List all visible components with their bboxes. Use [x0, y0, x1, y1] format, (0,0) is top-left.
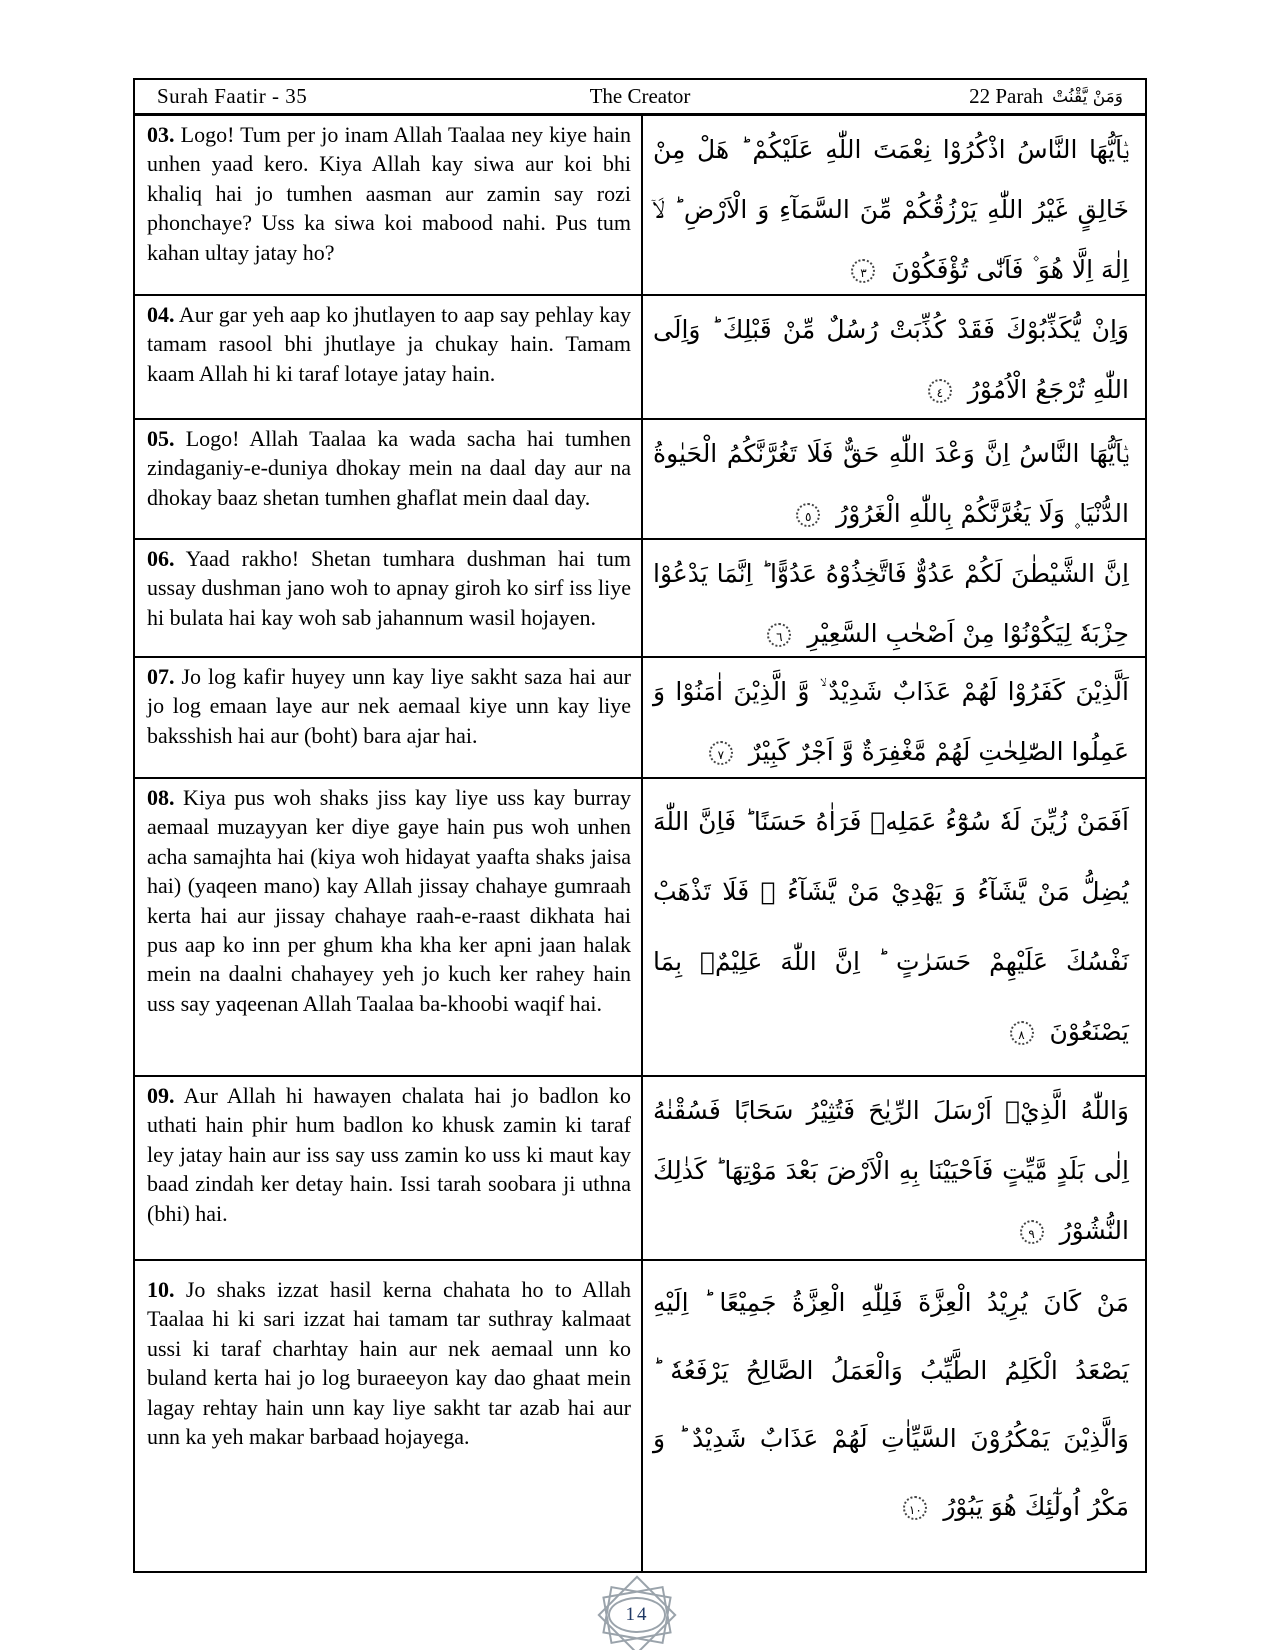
translation-text: Jo log kafir huyey unn kay liye sakht saza hai aur jo log emaan laye aur nek aemaal kiye unn kay liye baksshish hai aur (boht) bara ajar hai.: [147, 664, 632, 748]
verse-row: [135, 658, 1145, 779]
translation-text: Logo! Tum per jo inam Allah Taalaa ney kiye hain unhen yaad kero. Kiya Allah kay siwa aur koi bhi khaliq hai jo tumhen aasman aur zamin say rozi phonchaye? Uss ka siwa koi mabood nahi. Pus tum kahan ultay jatay ho?: [147, 122, 632, 265]
verse-row: [135, 540, 1145, 658]
translation-cell: [135, 296, 643, 418]
translation-text: Kiya pus woh shaks jiss kay liye uss kay burray aemaal muzayyan ker diye gaye hain pus woh unhen acha samajhta hai (kiya woh hidayat yaafta shaks jaisa hai) (yaqeen mano) kay Allah jissay chahaye gumraah kerta hai aur jissay chahaye raah-e-raast dikhata hai pus aap ko inn per ghum kha kha ker apni jaan halak mein na daalni chahayey yeh jo kuch ker rahey hain uss say yaqeenan Allah Taalaa ba-khoobi waqif hai.: [147, 785, 631, 1016]
arabic-verse-cell: [643, 296, 1145, 418]
verse-row: [135, 1077, 1145, 1261]
arabic-verse-text: اَفَمَنْ زُيِّنَ لَهٗ سُوْٓءُ عَمَلِهٖ فَرَاٰهُ حَسَنًا ؕ فَاِنَّ اللّٰهَ يُضِلُّ مَنْ يَّشَآءُ وَ يَهْدِيْ مَنْ يَّشَآءُ ۖ فَلَا تَذْهَبْ نَفْسُكَ عَلَيْهِمْ حَسَرٰتٍ ؕ اِنَّ اللّٰهَ عَلِيْمٌۢ بِمَا يَصْنَعُوْنَ: [653, 807, 1129, 1046]
verse-number: 04.: [147, 302, 175, 327]
ayah-end-marker: ٣: [851, 259, 875, 283]
arabic-verse-text: وَاِنْ يُّكَذِّبُوْكَ فَقَدْ كُذِّبَتْ رُسُلٌ مِّنْ قَبْلِكَ ؕ وَاِلَى اللّٰهِ تُرْجَعُ الْاُمُوْرُ: [653, 315, 1129, 404]
verse-number: 08.: [147, 785, 175, 810]
translation-text: Yaad rakho! Shetan tumhara dushman hai tum ussay dushman jano woh to apnay giroh ko sirf iss liye hi bulata hai kay woh sab jahannum wasil hojayen.: [147, 546, 631, 630]
arabic-verse-cell: [643, 420, 1145, 538]
ayah-end-marker: ٨: [1010, 1021, 1034, 1045]
page-number-emblem: [594, 1572, 680, 1650]
translation-text: Aur gar yeh aap ko jhutlayen to aap say pehlay kay tamam rasool bhi jhutlaye ja chukay hain. Tamam kaam Allah hi ki taraf lotaye jatay hain.: [147, 302, 631, 386]
ayah-end-marker: ٧: [709, 741, 733, 765]
translation-cell: [135, 658, 643, 777]
translation-text: Logo! Allah Taalaa ka wada sacha hai tumhen zindaganiy-e-duniya dhokay mein na daal day aur na dhokay baaz shetan tumhen ghaflat mein daal day.: [147, 426, 631, 510]
translation-cell: [135, 116, 643, 294]
arabic-verse-text: يٰۤاَيُّهَا النَّاسُ اذْكُرُوْا نِعْمَتَ اللّٰهِ عَلَيْكُمْ ؕ هَلْ مِنْ خَالِقٍ غَيْرُ اللّٰهِ يَرْزُقُكُمْ مِّنَ السَّمَآءِ وَ الْاَرْضِ ؕ لَاۤ اِلٰهَ اِلَّا هُوَ ۫ فَاَنّٰى تُؤْفَكُوْنَ: [653, 135, 1129, 284]
parah-name-arabic: وَمَنْ يَّقْنُتْ: [1052, 86, 1123, 107]
arabic-verse-text: يٰۤاَيُّهَا النَّاسُ اِنَّ وَعْدَ اللّٰهِ حَقٌّ فَلَا تَغُرَّنَّكُمُ الْحَيٰوةُ الدُّنْيَا ۪ وَلَا يَغُرَّنَّكُمْ بِاللّٰهِ الْغَرُوْرُ: [653, 439, 1129, 528]
verse-row: [135, 1261, 1145, 1571]
translation-text: Jo shaks izzat hasil kerna chahata ho to Allah Taalaa hi ki sari izzat hai tamam tar suthray kalmaat ussi ki taraf charhtay hain aur nek aemaal unn ko buland kerta hai jo log buraeeyon kay dao ghaat mein lagay rehtay hain unn kay liye sakht tar azab hai aur unn ka yeh makar barbaad hojayega.: [147, 1277, 631, 1450]
arabic-verse-cell: [643, 1077, 1145, 1259]
parah-number: 22 Parah: [969, 84, 1044, 108]
ayah-end-marker: ٤: [928, 379, 952, 403]
translation-cell: [135, 1077, 643, 1259]
arabic-verse-text: اِنَّ الشَّيْطٰنَ لَكُمْ عَدُوٌّ فَاتَّخِذُوْهُ عَدُوًّا ؕ اِنَّمَا يَدْعُوْا حِزْبَهٗ لِيَكُوْنُوْا مِنْ اَصْحٰبِ السَّعِيْرِ: [653, 559, 1129, 648]
verse-rows: [135, 116, 1145, 1571]
page-header: [135, 80, 1145, 116]
arabic-verse-cell: [643, 658, 1145, 777]
verse-number: 09.: [147, 1083, 175, 1108]
arabic-verse-text: وَاللّٰهُ الَّذِيْۤ اَرْسَلَ الرِّيٰحَ فَتُثِيْرُ سَحَابًا فَسُقْنٰهُ اِلٰى بَلَدٍ مَّيِّتٍ فَاَحْيَيْنَا بِهِ الْاَرْضَ بَعْدَ مَوْتِهَا ؕ كَذٰلِكَ النُّشُوْرُ: [653, 1096, 1129, 1245]
surah-title: Surah Faatir - 35: [157, 84, 308, 108]
translation-cell: [135, 420, 643, 538]
arabic-verse-text: مَنْ كَانَ يُرِيْدُ الْعِزَّةَ فَلِلّٰهِ الْعِزَّةُ جَمِيْعًا ؕ اِلَيْهِ يَصْعَدُ الْكَلِمُ الطَّيِّبُ وَالْعَمَلُ الصَّالِحُ يَرْفَعُهٗ ؕ وَالَّذِيْنَ يَمْكُرُوْنَ السَّيِّاٰتِ لَهُمْ عَذَابٌ شَدِيْدٌ ؕ وَ مَكْرُ اُولٰٓئِكَ هُوَ يَبُوْرُ: [653, 1288, 1129, 1521]
verse-number: 06.: [147, 546, 175, 571]
arabic-verse-cell: [643, 1261, 1145, 1571]
ayah-end-marker: ٥: [796, 503, 820, 527]
verse-number: 03.: [147, 122, 175, 147]
translation-cell: [135, 540, 643, 656]
arabic-verse-cell: [643, 779, 1145, 1075]
translation-cell: [135, 1261, 643, 1571]
verse-row: [135, 779, 1145, 1077]
ayah-end-marker: ١٠: [903, 1496, 927, 1520]
content-table: [133, 78, 1147, 1573]
verse-row: [135, 296, 1145, 420]
parah-label: [969, 84, 1123, 109]
ayah-end-marker: ٦: [767, 623, 791, 647]
arabic-verse-text: اَلَّذِيْنَ كَفَرُوْا لَهُمْ عَذَابٌ شَدِيْدٌ ۙ وَّ الَّذِيْنَ اٰمَنُوْا وَ عَمِلُوا الصّٰلِحٰتِ لَهُمْ مَّغْفِرَةٌ وَّ اَجْرٌ كَبِيْرٌ: [653, 677, 1129, 766]
verse-row: [135, 420, 1145, 540]
arabic-verse-cell: [643, 116, 1145, 294]
verse-number: 07.: [147, 664, 175, 689]
verse-row: [135, 116, 1145, 296]
translation-cell: [135, 779, 643, 1075]
translation-text: Aur Allah hi hawayen chalata hai jo badlon ko uthati hain phir hum badlon ko khusk zamin ki taraf ley jatay hain aur iss say uss zamin ko uss ki maut kay baad zindah ker detay hain. Issi tarah soobara ji uthna (bhi) hai.: [147, 1083, 631, 1226]
verse-number: 05.: [147, 426, 175, 451]
surah-title-english: The Creator: [589, 84, 691, 108]
arabic-verse-cell: [643, 540, 1145, 656]
page-number: 14: [625, 1604, 649, 1625]
ayah-end-marker: ٩: [1020, 1220, 1044, 1244]
verse-number: 10.: [147, 1277, 175, 1302]
